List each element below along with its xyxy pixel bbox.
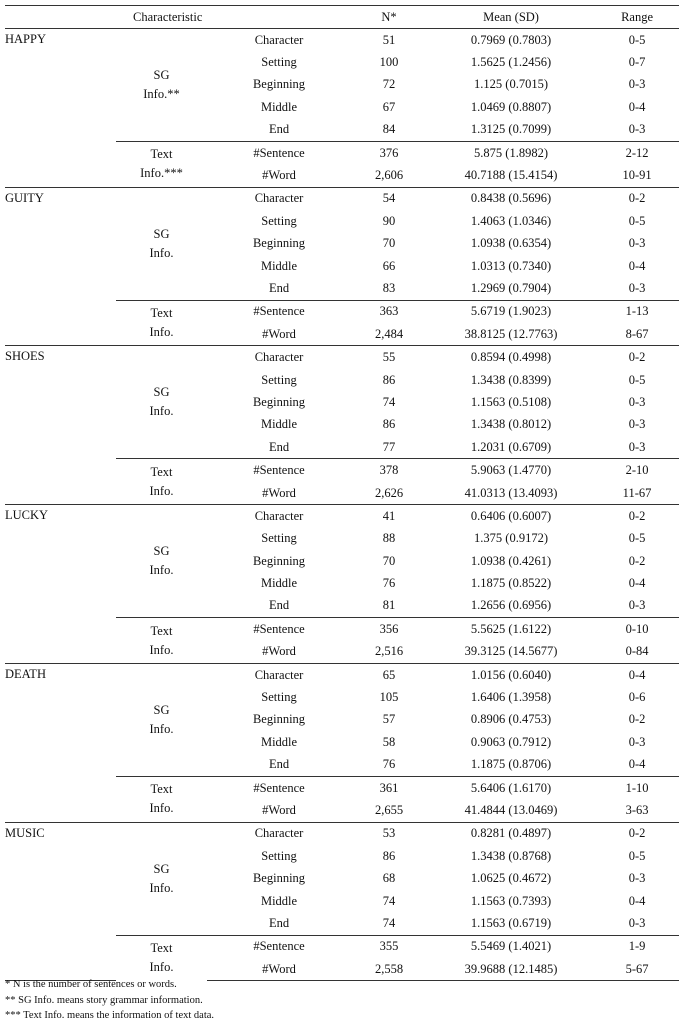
- sg-info-label-line: Info.: [149, 404, 174, 419]
- sg-info-label: [116, 663, 207, 776]
- row-item: Setting: [261, 213, 297, 228]
- row-item: #Sentence: [207, 300, 351, 323]
- sg-info-label-line: SG: [153, 861, 170, 876]
- row-range: 5-67: [595, 958, 679, 981]
- row-mean: 39.9688 (12.1485): [427, 958, 595, 981]
- footnote-text: *** Text Info. means the information of text data.: [5, 1010, 215, 1021]
- row-n: 81: [382, 598, 396, 613]
- row-item: Character: [207, 663, 351, 686]
- row-n: 67: [382, 99, 396, 114]
- row-mean: 1.1563 (0.5108): [470, 394, 552, 409]
- row-n: 2,606: [374, 168, 404, 183]
- row-n: 2,655: [374, 802, 404, 817]
- row-n: 76: [382, 576, 396, 591]
- row-mean: 0.6406 (0.6007): [427, 505, 595, 528]
- row-item: #Word: [262, 485, 296, 500]
- footnotes: [5, 977, 679, 1024]
- row-range: 2-12: [595, 141, 679, 164]
- sg-info-label-line: Info.: [149, 563, 174, 578]
- row-mean: 38.8125 (12.7763): [464, 326, 558, 341]
- row-n: 68: [382, 871, 396, 886]
- row-n: 90: [382, 213, 396, 228]
- row-n: 70: [382, 553, 396, 568]
- row-n: 2,516: [374, 644, 404, 659]
- text-info-label: [116, 459, 207, 505]
- row-range: 1-10: [595, 776, 679, 799]
- row-range: 0-84: [625, 644, 649, 659]
- row-n: 355: [351, 935, 427, 958]
- row-item: Beginning: [252, 77, 306, 92]
- row-range: 0-2: [595, 822, 679, 845]
- row-n: 363: [351, 300, 427, 323]
- row-mean: 1.5625 (1.2456): [470, 55, 552, 70]
- row-mean: 1.1875 (0.8706): [470, 757, 552, 772]
- row-n: 55: [351, 346, 427, 369]
- row-item: Character: [207, 505, 351, 528]
- row-item: Setting: [261, 848, 297, 863]
- row-item: #Sentence: [207, 935, 351, 958]
- row-mean: 5.9063 (1.4770): [427, 459, 595, 482]
- row-n: 376: [351, 141, 427, 164]
- header-mean: Mean (SD): [427, 6, 595, 29]
- sg-info-label-line: Info.: [149, 245, 174, 260]
- row-mean: 0.9063 (0.7912): [470, 734, 552, 749]
- row-mean: 1.3125 (0.7099): [470, 122, 552, 137]
- row-item: End: [268, 122, 290, 137]
- row-mean: 5.875 (1.8982): [427, 141, 595, 164]
- row-mean: 5.5625 (1.6122): [427, 618, 595, 641]
- row-range: 0-4: [595, 663, 679, 686]
- sg-info-label-line: Info.: [149, 721, 174, 736]
- text-info-label: [116, 618, 207, 664]
- row-range: 2-10: [595, 459, 679, 482]
- row-mean: 0.8906 (0.4753): [470, 712, 552, 727]
- section-name: LUCKY: [5, 505, 116, 664]
- row-n: 74: [382, 915, 396, 930]
- row-n: 65: [351, 663, 427, 686]
- row-range: 0-3: [628, 439, 646, 454]
- row-mean: 1.1563 (0.6719): [470, 915, 552, 930]
- row-mean: 1.375 (0.9172): [474, 531, 548, 546]
- row-range: 0-3: [628, 417, 646, 432]
- footnote-sg: ** SG Info. means story grammar information.: [5, 994, 203, 1006]
- row-mean: 1.0313 (0.7340): [470, 258, 552, 273]
- section-name: GUITY: [5, 187, 116, 346]
- row-mean: 1.1875 (0.8522): [470, 576, 552, 591]
- text-info-label-line: Text: [150, 306, 173, 321]
- row-range: 0-7: [628, 55, 646, 70]
- row-range: 0-3: [628, 598, 646, 613]
- header-n: N*: [351, 6, 427, 29]
- section-name: SHOES: [5, 346, 116, 505]
- row-n: 41: [351, 505, 427, 528]
- sg-info-label-line: SG: [153, 67, 170, 82]
- row-range: 0-5: [628, 213, 646, 228]
- row-range: 0-5: [628, 531, 646, 546]
- row-mean: 1.3438 (0.8399): [470, 372, 552, 387]
- header-characteristic: Characteristic: [5, 6, 351, 29]
- row-item: #Sentence: [207, 776, 351, 799]
- sg-info-label: [116, 346, 207, 459]
- table-body: [5, 29, 679, 981]
- row-range: 0-4: [628, 757, 646, 772]
- row-item: Setting: [261, 55, 297, 70]
- sg-info-label: [116, 187, 207, 300]
- text-info-label-line: Text: [150, 147, 173, 162]
- row-mean: 1.125 (0.7015): [474, 77, 548, 92]
- row-item: Beginning: [252, 553, 306, 568]
- row-range: 0-6: [628, 690, 646, 705]
- sg-info-label-line: Info.: [149, 880, 174, 895]
- row-mean: 1.1563 (0.7393): [470, 893, 552, 908]
- row-range: 0-2: [628, 553, 646, 568]
- row-item: Setting: [261, 372, 297, 387]
- sg-info-label: [116, 29, 207, 142]
- row-n: 100: [379, 55, 399, 70]
- row-n: 86: [382, 848, 396, 863]
- row-item: End: [268, 598, 290, 613]
- row-range: 0-2: [595, 187, 679, 210]
- row-item: Setting: [261, 531, 297, 546]
- row-item: #Word: [262, 168, 296, 183]
- sg-info-label-line: SG: [153, 544, 170, 559]
- row-n: 86: [382, 417, 396, 432]
- sg-info-label: [116, 822, 207, 935]
- table-row: [5, 822, 679, 845]
- row-item: Middle: [260, 417, 298, 432]
- row-mean: 1.4063 (1.0346): [470, 213, 552, 228]
- row-n: 361: [351, 776, 427, 799]
- header-range: Range: [595, 6, 679, 29]
- row-n: 72: [382, 77, 396, 92]
- section-name: DEATH: [5, 663, 116, 822]
- row-mean: 1.6406 (1.3958): [470, 690, 552, 705]
- row-item: Beginning: [252, 712, 306, 727]
- row-range: 3-63: [625, 802, 649, 817]
- sg-info-label-line: SG: [153, 385, 170, 400]
- text-info-label-line: Info.: [149, 483, 174, 498]
- sg-info-label: [116, 505, 207, 618]
- row-item: #Word: [262, 326, 296, 341]
- row-mean: 1.3438 (0.8012): [470, 417, 552, 432]
- row-n: 70: [382, 236, 396, 251]
- row-item: End: [268, 757, 290, 772]
- row-range: 1-9: [595, 935, 679, 958]
- text-info-label-line: Info.: [149, 801, 174, 816]
- row-mean: 5.6406 (1.6170): [427, 776, 595, 799]
- row-n: 54: [351, 187, 427, 210]
- text-info-label-line: Info.: [149, 642, 174, 657]
- row-mean: 5.5469 (1.4021): [427, 935, 595, 958]
- row-n: 2,484: [374, 326, 404, 341]
- row-range: 11-67: [622, 485, 652, 500]
- row-n: 77: [382, 439, 396, 454]
- row-range: 0-4: [628, 99, 646, 114]
- row-mean: 1.2031 (0.6709): [470, 439, 552, 454]
- row-range: 0-2: [595, 346, 679, 369]
- row-mean: 1.2656 (0.6956): [470, 598, 552, 613]
- table-row: [5, 187, 679, 210]
- row-range: 0-3: [628, 280, 646, 295]
- row-item: Beginning: [252, 236, 306, 251]
- row-range: 0-3: [628, 236, 646, 251]
- row-item: Middle: [260, 734, 298, 749]
- row-mean: 0.8281 (0.4897): [427, 822, 595, 845]
- row-mean: 1.3438 (0.8768): [470, 848, 552, 863]
- row-mean: 1.2969 (0.7904): [470, 280, 552, 295]
- text-info-label-line: Info.: [149, 960, 174, 975]
- row-mean: 1.0156 (0.6040): [427, 663, 595, 686]
- row-item: End: [268, 439, 290, 454]
- text-info-label: [116, 141, 207, 187]
- row-mean: 1.0938 (0.4261): [470, 553, 552, 568]
- row-item: Character: [207, 346, 351, 369]
- row-item: Middle: [260, 576, 298, 591]
- row-range: 0-3: [628, 77, 646, 92]
- row-range: 0-3: [628, 915, 646, 930]
- row-n: 74: [382, 893, 396, 908]
- text-info-label-line: Text: [150, 782, 173, 797]
- row-item: Middle: [260, 893, 298, 908]
- row-range: 0-10: [595, 618, 679, 641]
- text-info-label-line: Text: [150, 941, 173, 956]
- text-info-label: [116, 300, 207, 346]
- text-info-label-line: Info.***: [140, 166, 183, 181]
- row-range: 0-3: [628, 734, 646, 749]
- row-range: 0-4: [628, 258, 646, 273]
- row-item: Middle: [260, 258, 298, 273]
- row-n: 88: [382, 531, 396, 546]
- row-mean: 0.8438 (0.5696): [427, 187, 595, 210]
- row-range: 0-4: [628, 576, 646, 591]
- row-n: 53: [351, 822, 427, 845]
- row-n: 58: [382, 734, 396, 749]
- row-item: Beginning: [252, 394, 306, 409]
- text-info-label-line: Text: [150, 623, 173, 638]
- row-range: 10-91: [622, 168, 652, 183]
- section-name: MUSIC: [5, 822, 116, 981]
- row-n: 378: [351, 459, 427, 482]
- row-item: Character: [207, 29, 351, 52]
- row-mean: 0.7969 (0.7803): [427, 29, 595, 52]
- row-n: 84: [382, 122, 396, 137]
- table-row: [5, 505, 679, 528]
- row-mean: 1.0625 (0.4672): [470, 871, 552, 886]
- row-range: 1-13: [595, 300, 679, 323]
- row-item: End: [268, 915, 290, 930]
- row-item: Character: [207, 187, 351, 210]
- row-range: 0-4: [628, 893, 646, 908]
- row-mean: 1.0938 (0.6354): [470, 236, 552, 251]
- sg-info-label-line: Info.**: [143, 86, 180, 101]
- footnote-n: * N is the number of sentences or words.: [5, 979, 177, 990]
- row-range: 0-5: [628, 848, 646, 863]
- row-n: 356: [351, 618, 427, 641]
- row-mean: 0.8594 (0.4998): [427, 346, 595, 369]
- sg-info-label-line: SG: [153, 226, 170, 241]
- row-n: 105: [379, 690, 399, 705]
- row-item: Character: [207, 822, 351, 845]
- row-n: 2,626: [374, 485, 404, 500]
- row-range: 0-5: [595, 29, 679, 52]
- sg-info-label-line: SG: [153, 702, 170, 717]
- row-item: #Sentence: [207, 618, 351, 641]
- row-mean: 40.7188 (15.4154): [464, 168, 558, 183]
- row-item: #Word: [262, 644, 296, 659]
- row-item: Beginning: [252, 871, 306, 886]
- table-row: [5, 346, 679, 369]
- row-item: #Sentence: [207, 141, 351, 164]
- text-info-label: [116, 935, 207, 981]
- row-item: #Word: [207, 958, 351, 981]
- row-n: 66: [382, 258, 396, 273]
- row-range: 0-2: [628, 712, 646, 727]
- row-n: 86: [382, 372, 396, 387]
- row-mean: 39.3125 (14.5677): [464, 644, 558, 659]
- row-item: Setting: [261, 690, 297, 705]
- statistics-table: [5, 5, 679, 981]
- row-range: 0-2: [595, 505, 679, 528]
- row-mean: 5.6719 (1.9023): [427, 300, 595, 323]
- row-mean: 1.0469 (0.8807): [470, 99, 552, 114]
- text-info-label: [116, 776, 207, 822]
- row-n: 2,558: [351, 958, 427, 981]
- row-range: 0-3: [628, 122, 646, 137]
- row-item: Middle: [260, 99, 298, 114]
- section-name: HAPPY: [5, 29, 116, 188]
- row-n: 76: [382, 757, 396, 772]
- row-n: 83: [382, 280, 396, 295]
- row-mean: 41.4844 (13.0469): [464, 802, 558, 817]
- table-row: [5, 29, 679, 52]
- row-n: 74: [382, 394, 396, 409]
- row-item: #Sentence: [207, 459, 351, 482]
- table-row: [5, 663, 679, 686]
- row-n: 57: [382, 712, 396, 727]
- row-item: #Word: [262, 802, 296, 817]
- header-row: [5, 6, 679, 29]
- row-range: 8-67: [625, 326, 649, 341]
- row-range: 0-5: [628, 372, 646, 387]
- text-info-label-line: Text: [150, 464, 173, 479]
- row-mean: 41.0313 (13.4093): [464, 485, 558, 500]
- text-info-label-line: Info.: [149, 325, 174, 340]
- row-item: End: [268, 280, 290, 295]
- row-range: 0-3: [628, 394, 646, 409]
- row-range: 0-3: [628, 871, 646, 886]
- row-n: 51: [351, 29, 427, 52]
